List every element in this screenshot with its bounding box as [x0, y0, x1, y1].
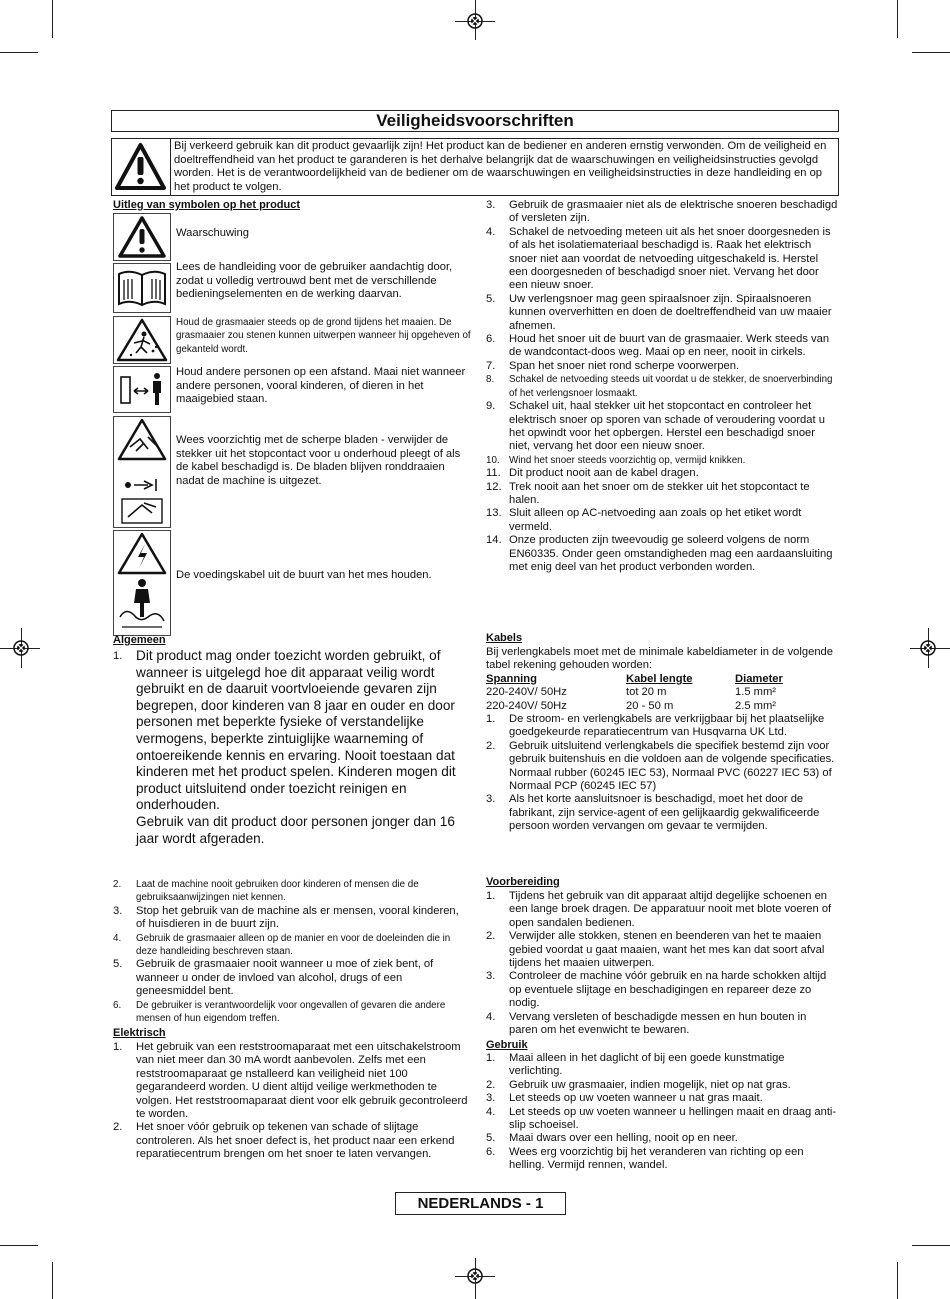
table-cell: 2.5 mm²: [735, 699, 777, 712]
item-text: Gebruik de grasmaaier niet als de elektrische snoeren beschadigd of versleten zijn.: [509, 199, 838, 225]
algemeen-list: [113, 648, 468, 847]
symbol-text: Houd andere personen op een afstand. Maai niet wanneer andere personen, vooral kinderen, of dieren in het maaigebied staan.: [176, 366, 466, 406]
item-text: Schakel de netvoeding meteen uit als het snoer doorgesneden is of als het isolatiemateriaal beschadigd is. Raak het elektrisch snoer niet aan voordat de netvoeding uitgeschakeld is. Herstel een doorgesneden of beschadigd snoer niet. Vervang het door een nieuw snoer.: [509, 225, 831, 292]
item-text: De stroom- en verlengkabels are verkrijgbaar bij het plaatselijke goedgekeurde reparatiecentrum van Husqvarna UK Ltd.: [509, 713, 825, 739]
item-number: 1.: [486, 1052, 496, 1064]
section-heading-kabels: Kabels: [486, 632, 523, 644]
symbol-row: [113, 316, 473, 364]
item-text: Schakel de netvoeding steeds uit voordat u de stekker, de snoerverbinding of het verlengsnoer losmaakt.: [509, 374, 833, 399]
list-item: [113, 648, 468, 847]
gebruik-list: [486, 1052, 838, 1173]
intro-warning-box: [111, 138, 839, 196]
table-header-row: [486, 673, 835, 686]
table-header: Kabel lengte: [626, 673, 693, 685]
section-heading-algemeen: Algemeen: [113, 634, 166, 646]
item-number: 2.: [486, 1078, 496, 1091]
item-text: Tijdens het gebruik van dit apparaat altijd degelijke schoenen en een lange broek dragen. De apparatuur nooit met blote voeren of open sandalen bedienen.: [509, 890, 832, 929]
item-text: Het gebruik van een reststroomaparaat met een uitschakelstroom van niet meer dan 30 mA wordt aanbevolen. Zelfs met een reststroomaparaat ge nstalleerd kan veiligheid niet 100 gegarandeerd worden. U dient altijd veilige werkmethoden te volgen. Het reststroomaparaat dient voor elk gebruik gecontroleerd te worden.: [136, 1041, 468, 1121]
list-item: [486, 1106, 838, 1133]
list-item: [113, 958, 468, 998]
list-item: [113, 999, 468, 1026]
item-number: 12.: [486, 480, 502, 493]
list-item: [486, 930, 838, 970]
item-number: 1.: [486, 713, 496, 725]
item-text: Let steeds op uw voeten wanneer u hellingen maait en draag anti-slip schoeisel.: [509, 1105, 837, 1132]
item-number: 11.: [486, 467, 501, 480]
item-text: Controleer de machine vóór gebruik en na harde schokken altijd op eventuele slijtage en beschadigingen en repareer deze zo nodig.: [509, 970, 827, 1010]
item-number: 4.: [113, 932, 122, 944]
list-item: [486, 970, 838, 1010]
thrown-objects-icon: [113, 316, 171, 364]
item-text: Gebruik uw grasmaaier, indien mogelijk, niet op nat gras.: [509, 1078, 791, 1091]
table-row: [486, 700, 835, 713]
registration-mark-icon: [918, 638, 938, 658]
registration-mark-icon: [465, 1266, 485, 1286]
list-item: [486, 890, 838, 930]
symbol-row: [113, 366, 473, 413]
table-cell: 20 - 50 m: [626, 699, 674, 712]
item-text: Vervang versleten of beschadigde messen en hun bouten in paren om het evenwicht te bewaren.: [509, 1010, 807, 1037]
item-number: 3.: [486, 970, 496, 983]
kabels-list: [486, 713, 838, 834]
elektrisch-list-continued: [486, 199, 838, 574]
item-text-extra: Gebruik van dit product door personen jonger dan 16 jaar wordt afgeraden.: [136, 813, 455, 846]
item-number: 2.: [486, 739, 496, 752]
item-number: 3.: [486, 1092, 496, 1105]
table-cell: 1.5 mm²: [735, 686, 777, 699]
list-item: [113, 905, 468, 932]
item-number: 6.: [113, 999, 122, 1011]
item-text: Gebruik uitsluitend verlengkabels die specifiek bestemd zijn voor gebruik buitenshuis en die voldoen aan de volgende specificaties. Normaal rubber (60245 IEC 53), Normaal PVC (60227 IEC 53) of Normaal PCP (60245 IEC 57): [509, 739, 835, 793]
sharp-blades-icon: [113, 416, 171, 528]
item-text: Schakel uit, haal stekker uit het stopcontact en controleer het elektrisch snoer op sporen van schade of veroudering voordat u het opwindt voor het opbergen. Herstel een beschadigd snoer niet, vervang het door een nieuw snoer.: [509, 400, 825, 453]
bystander-distance-icon: [113, 366, 171, 413]
list-item: [486, 293, 838, 333]
list-item: [486, 199, 838, 226]
item-number: 4.: [486, 1010, 496, 1023]
list-item: [486, 1146, 838, 1173]
section-heading-gebruik: Gebruik: [486, 1039, 528, 1051]
list-item: [486, 1092, 838, 1105]
table-cell: tot 20 m: [626, 686, 667, 699]
kabels-intro: Bij verlengkabels moet met de minimale kabeldiameter in de volgende tabel rekening gehouden worden:: [486, 646, 833, 672]
item-number: 2.: [486, 930, 496, 943]
open-book-icon: [113, 263, 171, 313]
item-text: Verwijder alle stokken, stenen en beenderen van het te maaien gebied voordat u gaat maaien, want het mes kan dat soort afval tijdens het maaien uitwerpen.: [509, 930, 825, 970]
list-item: [113, 878, 468, 905]
list-item: [113, 1041, 468, 1121]
list-item: [486, 1052, 838, 1079]
item-number: 10.: [486, 454, 500, 466]
item-text: Gebruik de grasmaaier nooit wanneer u moe of ziek bent, of wanneer u onder de invloed van alcohol, drugs of een geneesmiddel bent.: [136, 958, 434, 998]
item-text: Laat de machine nooit gebruiken door kinderen of mensen die de gebruiksaanwijzingen niet kennen.: [136, 879, 419, 904]
item-number: 9.: [486, 400, 496, 413]
cable-table: [486, 673, 835, 713]
item-number: 3.: [486, 793, 496, 806]
item-number: 5.: [486, 1132, 496, 1145]
symbol-row: [113, 263, 473, 313]
list-item: [486, 333, 838, 360]
registration-mark-icon: [465, 11, 485, 31]
list-item: [486, 740, 838, 794]
symbol-text: Houd de grasmaaier steeds op de grond tijdens het maaien. De grasmaaier zou stenen kunnen uitwerpen wanneer hij opgeheven of gekanteld wordt.: [176, 317, 471, 355]
list-item: [486, 467, 838, 480]
list-item: [486, 1011, 838, 1038]
item-text: Onze producten zijn tweevoudig ge soleerd volgens de norm EN60335. Onder geen omstandigheden mag een aardaansluiting met enig deel van het product verbonden worden.: [509, 534, 833, 573]
item-number: 2.: [113, 1121, 123, 1134]
item-text: Maai dwars over een helling, nooit op en neer.: [509, 1132, 738, 1145]
list-item: [486, 507, 838, 534]
list-item: [486, 454, 838, 467]
list-item: [486, 360, 838, 373]
page-footer: NEDERLANDS - 1: [395, 1192, 566, 1215]
page-title: Veiligheidsvoorschriften: [111, 110, 839, 132]
item-number: 4.: [486, 225, 496, 238]
item-number: 3.: [113, 904, 123, 917]
item-number: 1.: [113, 650, 123, 662]
intro-text: Bij verkeerd gebruik kan dit product gevaarlijk zijn! Het product kan de bediener en anderen ernstig verwonden. Om de veiligheid en doeltreffendheid van het product te garanderen is het derhalve belangrijk dat de waarschuwingen en veiligheidsinstructies gevolgd worden. Het is de verantwoordelijkheid van de bediener om de waarschuwingen en veiligheidsinstructies in deze handleiding en op het product te volgen.: [174, 140, 827, 193]
item-number: 1.: [113, 1041, 123, 1053]
item-text: Maai alleen in het daglicht of bij een goede kunstmatige verlichting.: [509, 1052, 785, 1078]
list-item: [486, 481, 838, 508]
elektrisch-list: [113, 1041, 468, 1162]
item-text: Dit product mag onder toezicht worden gebruikt, of wanneer is uitgelegd hoe dit apparaat veilig wordt gebruikt en de daaruit voortvloeiende gevaren zijn begrepen, door kinderen van 8 jaar en ouder en door personen met beperkte fysieke of verstandelijke vermogens, beperkte zintuiglijke waarneming of ontoereikende kennis en ervaring. Nooit toestaan dat kinderen met het product spelen. Kinderen mogen dit product uitsluitend onder toezicht reinigen en onderhouden.: [136, 648, 456, 813]
list-item: [113, 932, 468, 959]
item-number: 3.: [486, 199, 496, 211]
item-number: 14.: [486, 534, 502, 547]
item-text: Trek nooit aan het snoer om de stekker uit het stopcontact te halen.: [509, 480, 810, 506]
item-number: 5.: [113, 958, 123, 971]
symbol-text: Waarschuwing: [176, 227, 249, 239]
list-item: [113, 1121, 468, 1161]
item-number: 7.: [486, 359, 496, 372]
section-heading-elektrisch: Elektrisch: [113, 1027, 166, 1039]
item-text: Let steeds op uw voeten wanneer u nat gras maait.: [509, 1092, 763, 1105]
item-text: Dit product nooit aan de kabel dragen.: [509, 467, 699, 480]
item-text: Gebruik de grasmaaier alleen op de manier en voor de doeleinden die in deze handleiding beschreven staan.: [136, 932, 451, 958]
table-cell: 220-240V/ 50Hz: [486, 686, 567, 699]
registration-mark-icon: [11, 638, 31, 658]
table-header: Diameter: [735, 673, 783, 685]
list-item: [486, 713, 838, 740]
list-item: [486, 400, 838, 454]
item-number: 4.: [486, 1105, 496, 1118]
electric-cable-icon: [113, 530, 171, 636]
item-text: De gebruiker is verantwoordelijk voor ongevallen of gevaren die andere mensen of hun eigendom treffen.: [136, 999, 446, 1025]
table-cell: 220-240V/ 50Hz: [486, 699, 567, 712]
item-text: Als het korte aansluitsnoer is beschadigd, moet het door de fabrikant, zijn service-agent of een gelijkaardig gekwalificeerde persoon worden vervangen om gevaar te vermijden.: [509, 793, 820, 833]
symbol-text: Lees de handleiding voor de gebruiker aandachtig door, zodat u volledig vertrouwd bent met de verschillende bedieningselementen en de werking daarvan.: [176, 261, 453, 301]
algemeen-list-continued: [113, 878, 468, 1025]
item-text: Wees erg voorzichtig bij het veranderen van richting op een helling. Vermijd rennen, wandel.: [509, 1145, 804, 1172]
list-item: [486, 1132, 838, 1145]
symbol-text: De voedingskabel uit de buurt van het mes houden.: [176, 569, 432, 581]
section-heading-voorbereiding: Voorbereiding: [486, 876, 560, 888]
warning-triangle-icon: [113, 213, 171, 261]
list-item: [486, 226, 838, 293]
item-text: Span het snoer niet rond scherpe voorwerpen.: [509, 359, 740, 372]
item-text: Uw verlengsnoer mag geen spiraalsnoer zijn. Spiraalsnoeren kunnen oververhitten en doen de doeltreffendheid van uw maaier afnemen.: [509, 292, 832, 332]
item-number: 13.: [486, 507, 502, 520]
list-item: [486, 373, 838, 400]
symbol-row: [113, 213, 473, 261]
symbol-row: [113, 416, 473, 528]
item-number: 5.: [486, 292, 496, 305]
list-item: [486, 793, 838, 833]
table-header: Spanning: [486, 673, 537, 685]
item-text: Sluit alleen op AC-netvoeding aan zoals op het etiket wordt vermeld.: [509, 507, 802, 533]
item-number: 2.: [113, 879, 122, 890]
symbols-heading: Uitleg van symbolen op het product: [113, 199, 301, 211]
item-text: Het snoer vóór gebruik op tekenen van schade of slijtage controleren. Als het snoer defect is, het product naar een erkend reparatiecentrum brengen om het snoer te laten vervangen.: [136, 1121, 455, 1161]
list-item: [486, 534, 838, 574]
list-item: [486, 1079, 838, 1092]
item-text: Stop het gebruik van de machine als er mensen, vooral kinderen, of huisdieren in de buurt zijn.: [136, 904, 459, 931]
item-number: 8.: [486, 374, 495, 386]
item-number: 6.: [486, 1145, 496, 1158]
item-number: 6.: [486, 333, 496, 346]
item-text: Houd het snoer uit de buurt van de grasmaaier. Werk steeds van de wandcontact-doos weg. Maai op en neer, nooit in cirkels.: [509, 333, 830, 359]
warning-triangle-icon: [112, 139, 171, 195]
symbol-text: Wees voorzichtig met de scherpe bladen - verwijder de stekker uit het stopcontact voor u onderhoud pleegt of als de kabel beschadigd is. De bladen blijven ronddraaien nadat de machine is uitgezet.: [176, 434, 461, 487]
symbol-row: [113, 530, 473, 636]
item-number: 1.: [486, 890, 496, 902]
table-row: [486, 686, 835, 699]
voorbereiding-list: [486, 890, 838, 1037]
item-text: Wind het snoer steeds voorzichtig op, vermijd knikken.: [509, 454, 746, 466]
